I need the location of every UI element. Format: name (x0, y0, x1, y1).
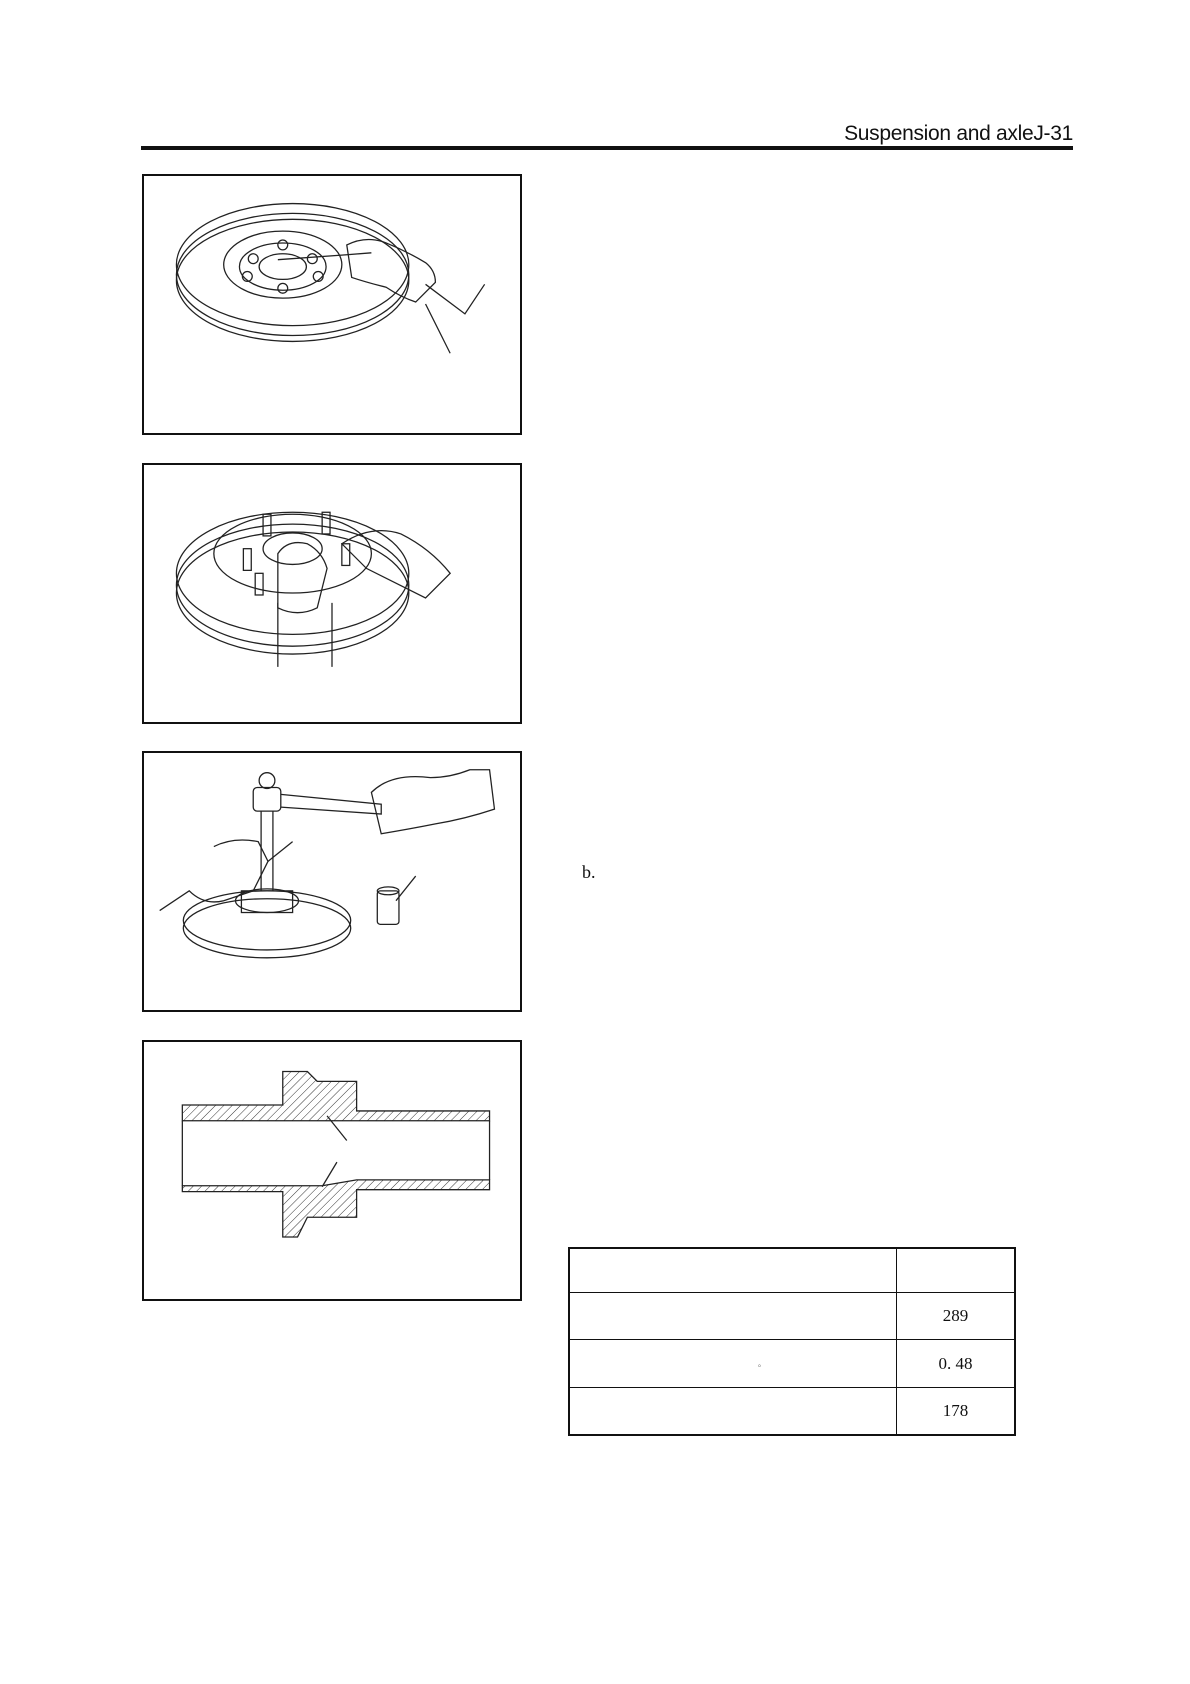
table-row (569, 1387, 1015, 1435)
figure-hub-cross-section (142, 1040, 522, 1301)
table-row (569, 1292, 1015, 1340)
table-cell-label (569, 1340, 897, 1388)
hammer-drift-stud-illustration (144, 753, 520, 1010)
figure-hammer-drift (142, 751, 522, 1012)
table-cell-mark: 。 (758, 1359, 766, 1369)
step-b-label: b. (582, 862, 596, 882)
table-cell-value: 289 (897, 1292, 1016, 1340)
hub-bearing-installation-illustration (144, 465, 520, 722)
table-header-cell (897, 1248, 1016, 1292)
figure-hub-bearing (142, 463, 522, 724)
table-cell-label (569, 1292, 897, 1340)
table-cell-label (569, 1387, 897, 1435)
table-header-row (569, 1248, 1015, 1292)
table-cell-value: 0. 48 (897, 1340, 1016, 1388)
table-row (569, 1340, 1015, 1388)
table-cell-value: 178 (897, 1387, 1016, 1435)
hub-flange-removal-illustration (144, 176, 520, 433)
header-rule (141, 146, 1073, 150)
hub-cross-section-illustration (144, 1042, 520, 1299)
table-header-cell (569, 1248, 897, 1292)
spec-table (568, 1247, 1016, 1436)
page-header-title: Suspension and axleJ-31 (844, 122, 1073, 145)
figure-hub-flange (142, 174, 522, 435)
